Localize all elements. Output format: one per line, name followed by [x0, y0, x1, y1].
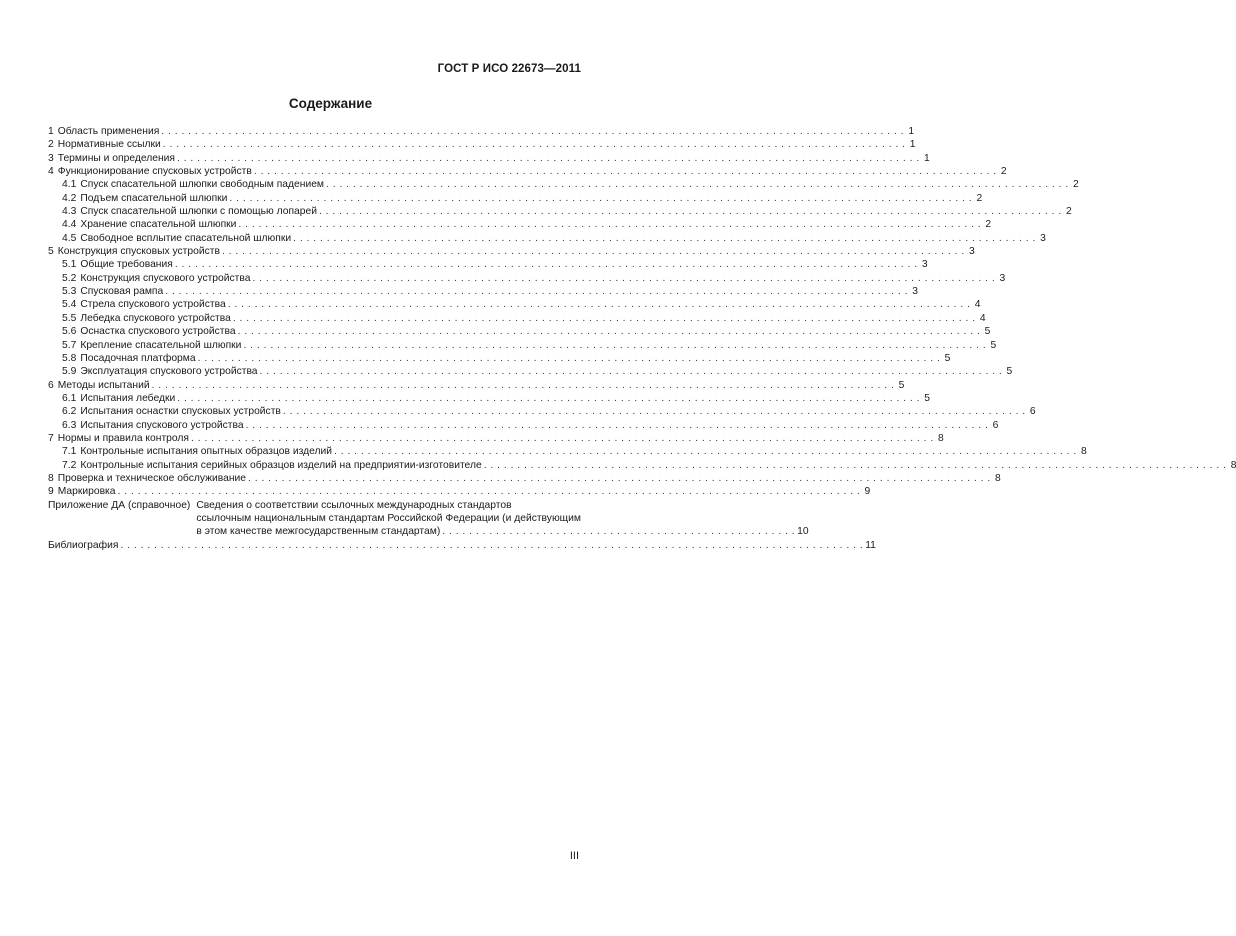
dot-leader [246, 419, 989, 432]
dot-leader [283, 405, 1026, 418]
toc-entry-number: 4.3 [62, 206, 77, 218]
toc-entry[interactable] [48, 298, 981, 311]
toc-entry-page: 5 [990, 339, 997, 351]
toc-entry-title: Конструкция спускового устройства [80, 272, 251, 284]
toc-entry-title: Функционирование спусковых устройств [57, 166, 252, 178]
toc-entry-page: 5 [1006, 366, 1013, 378]
toc-entry-page: 8 [938, 432, 944, 444]
toc-entry[interactable] [48, 352, 951, 365]
toc-entry-page: 6 [1029, 406, 1036, 418]
toc-entry-page: 8 [1081, 446, 1087, 458]
toc-entry[interactable] [48, 392, 930, 405]
dot-leader [177, 392, 920, 405]
appendix-label: Приложение ДА (справочное) [48, 499, 191, 511]
toc-entry-title: Лебедка спускового устройства [80, 312, 231, 324]
toc-entry[interactable] [48, 138, 916, 151]
standard-code: ГОСТ Р ИСО 22673—2011 [437, 63, 581, 75]
toc-entry-title: Конструкция спусковых устройств [57, 246, 220, 258]
toc-entry-number: 5.5 [62, 312, 77, 324]
toc-entry-number: 5.8 [62, 352, 77, 364]
toc-entry-title: Посадочная платформа [80, 352, 196, 364]
toc-entry-title: Методы испытаний [57, 379, 150, 391]
toc-entry-title: Спуск спасательной шлюпки с помощью лопарей [80, 206, 317, 218]
toc-entry-number: 5.6 [62, 326, 77, 338]
toc-entry[interactable] [48, 258, 928, 271]
dot-leader [177, 152, 920, 165]
toc-entry-title: Нормы и правила контроля [57, 432, 189, 444]
dot-leader [175, 258, 918, 271]
dot-leader [228, 298, 971, 311]
toc-entry-title: Спуск спасательной шлюпки свободным падением [80, 179, 324, 191]
toc-entry-number: 5.9 [62, 366, 77, 378]
dot-leader [252, 272, 995, 285]
toc-entry-title: Нормативные ссылки [57, 139, 161, 151]
toc-entry-page: 3 [1040, 232, 1046, 244]
dot-leader [238, 325, 981, 338]
toc-entry-page: 3 [912, 286, 918, 298]
dot-leader [334, 445, 1077, 458]
toc-entry-page: 5 [944, 352, 951, 364]
toc-entry-number: 7 [48, 432, 54, 444]
toc-entry[interactable] [48, 379, 905, 392]
table-of-contents [48, 125, 1236, 552]
toc-entry-title: Испытания спускового устройства [80, 419, 244, 431]
toc-entry-page: 6 [992, 419, 999, 431]
toc-entry-title: Термины и определения [57, 152, 175, 164]
toc-entry-page: 9 [864, 486, 871, 498]
toc-entry-number: 4.2 [62, 192, 77, 204]
dot-leader [238, 218, 981, 231]
toc-entry[interactable] [48, 432, 944, 445]
toc-entry-number: 4 [48, 166, 54, 178]
toc-entry-bibliography[interactable] [48, 539, 876, 552]
toc-entry-number: 9 [48, 486, 54, 498]
dot-leader [319, 205, 1062, 218]
toc-entry-number: 5.7 [62, 339, 77, 351]
toc-entry-title: Испытания оснастки спусковых устройств [80, 406, 281, 418]
toc-entry-number: 6.3 [62, 419, 77, 431]
toc-entry[interactable] [48, 192, 983, 205]
toc-entry-page: 8 [995, 472, 1001, 484]
toc-entry-title: Подъем спасательной шлюпки [80, 192, 228, 204]
toc-entry[interactable] [48, 218, 992, 231]
toc-entry[interactable] [48, 325, 991, 338]
toc-entry[interactable] [48, 365, 1013, 378]
toc-entry-page: 5 [984, 326, 991, 338]
toc-entry-title: Контрольные испытания серийных образцов изделий на предприятии-изготовителе [80, 459, 482, 471]
appendix-title-line: Сведения о соответствии ссылочных международных стандартов [196, 499, 512, 511]
dot-leader [442, 525, 795, 538]
toc-entry[interactable] [48, 485, 871, 498]
toc-entry-title: Проверка и техническое обслуживание [57, 472, 247, 484]
toc-entry-title: Эксплуатация спускового устройства [80, 366, 258, 378]
toc-entry-number: 6 [48, 379, 54, 391]
toc-entry-title: Свободное всплытие спасательной шлюпки [80, 232, 292, 244]
dot-leader [118, 485, 861, 498]
dot-leader [254, 165, 997, 178]
toc-entry-number: 4.4 [62, 219, 77, 231]
toc-entry-number: 3 [48, 152, 54, 164]
dot-leader [152, 379, 895, 392]
toc-entry-title: Испытания лебедки [80, 392, 176, 404]
page-title: Содержание [288, 96, 373, 111]
toc-entry-page: 10 [797, 526, 809, 538]
toc-entry-page: 3 [999, 272, 1006, 284]
toc-entry-appendix[interactable] [48, 499, 809, 539]
dot-leader [484, 459, 1227, 472]
toc-entry-number: 1 [48, 126, 54, 137]
dot-leader [161, 125, 904, 138]
toc-entry-page: 4 [979, 312, 986, 324]
toc-entry-title: Контрольные испытания опытных образцов изделий [80, 446, 332, 458]
toc-entry-number: 5.4 [62, 299, 77, 311]
toc-entry-page: 2 [1065, 206, 1072, 218]
toc-entry-number: 8 [48, 472, 54, 484]
toc-entry[interactable] [48, 339, 997, 352]
toc-entry[interactable] [48, 405, 1036, 418]
page-number: III [569, 850, 579, 862]
toc-entry[interactable] [48, 472, 1001, 485]
toc-entry-page: 3 [968, 246, 975, 258]
toc-entry[interactable] [48, 125, 915, 138]
dot-leader [243, 339, 986, 352]
toc-entry-page: 8 [1230, 459, 1236, 471]
toc-entry-page: 11 [865, 539, 876, 551]
toc-entry-page: 1 [923, 152, 930, 164]
appendix-title-line: в этом качестве межгосударственным стандартам) [196, 526, 441, 538]
toc-entry[interactable] [48, 178, 1079, 191]
toc-entry[interactable] [48, 152, 930, 165]
dot-leader [260, 365, 1003, 378]
toc-entry[interactable] [48, 272, 1006, 285]
toc-entry-title: Крепление спасательной шлюпки [80, 339, 242, 351]
toc-entry[interactable] [48, 285, 918, 298]
toc-entry-page: 5 [898, 379, 905, 391]
toc-entry-page: 2 [976, 192, 983, 204]
toc-entry-title: Область применения [57, 126, 160, 137]
toc-entry-number: 5.1 [62, 259, 77, 271]
dot-leader [191, 432, 934, 445]
toc-entry-number: 5 [48, 246, 54, 258]
toc-entry-number: 7.2 [62, 459, 77, 471]
toc-entry-title: Маркировка [57, 486, 116, 498]
toc-entry-number: 6.2 [62, 406, 77, 418]
dot-leader [248, 472, 991, 485]
toc-entry-number: 7.1 [62, 446, 77, 458]
toc-entry-title: Спусковая рампа [80, 286, 164, 298]
toc-entry[interactable] [48, 419, 999, 432]
dot-leader [229, 192, 972, 205]
dot-leader [120, 539, 863, 552]
dot-leader [165, 285, 908, 298]
toc-entry-title: Оснастка спускового устройства [80, 326, 236, 338]
toc-entry-number: 6.1 [62, 392, 77, 404]
dot-leader [293, 232, 1036, 245]
toc-entry-page: 1 [909, 139, 916, 151]
toc-entry-title: Хранение спасательной шлюпки [80, 219, 237, 231]
toc-entry[interactable] [48, 165, 1007, 178]
dot-leader [222, 245, 965, 258]
toc-entry-number: 5.2 [62, 272, 77, 284]
toc-entry[interactable] [48, 459, 1236, 472]
toc-entry-title: Стрела спускового устройства [80, 299, 226, 311]
toc-entry-number: 4.5 [62, 232, 77, 244]
toc-entry[interactable] [48, 312, 986, 325]
toc-entry-title: Общие требования [80, 259, 173, 271]
toc-entry[interactable] [48, 445, 1087, 458]
dot-leader [163, 138, 906, 151]
toc-entry-number: 2 [48, 139, 54, 151]
toc-entry-page: 3 [921, 259, 928, 271]
toc-entry-page: 2 [1000, 166, 1007, 178]
dot-leader [326, 178, 1069, 191]
toc-entry[interactable] [48, 205, 1072, 218]
toc-entry[interactable] [48, 232, 1046, 245]
toc-entry-number: 5.3 [62, 286, 77, 298]
toc-entry-page: 4 [974, 299, 981, 311]
toc-entry-page: 5 [924, 392, 930, 404]
toc-entry-page: 1 [908, 126, 915, 137]
toc-entry-page: 2 [1073, 179, 1079, 191]
toc-entry-page: 2 [985, 219, 992, 231]
appendix-title-line: ссылочным национальным стандартам Российской Федерации (и действующим [196, 512, 581, 524]
toc-entry-number: 4.1 [62, 179, 77, 191]
toc-entry[interactable] [48, 245, 975, 258]
dot-leader [198, 352, 941, 365]
dot-leader [233, 312, 976, 325]
toc-entry-title: Библиография [48, 539, 119, 551]
